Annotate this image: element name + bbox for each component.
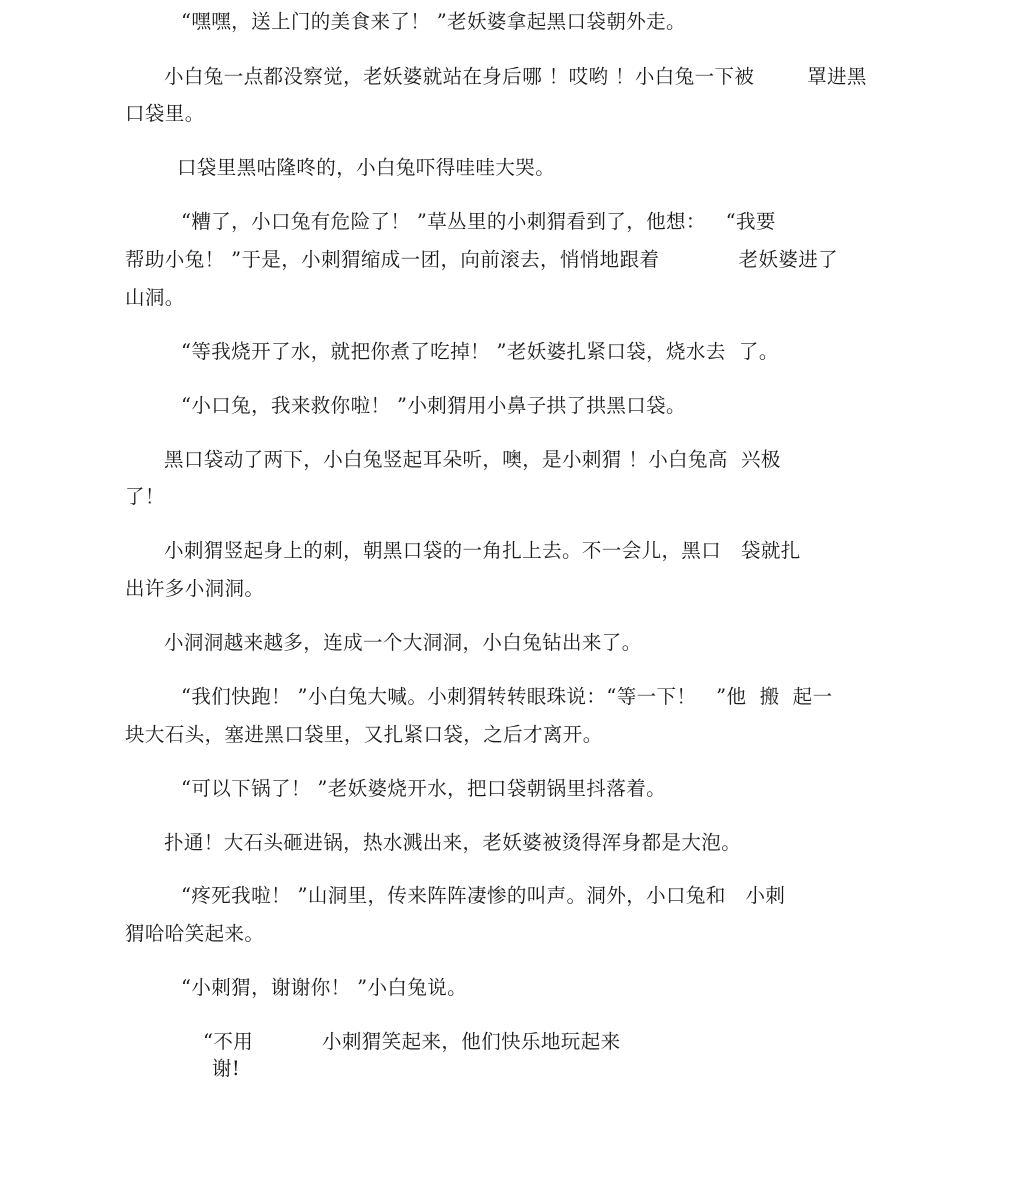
text-line: “小刺猬，谢谢你！ ”小白兔说。 bbox=[181, 976, 468, 999]
text-line: 小刺猬竖起身上的刺，朝黑口袋的一角扎上去。不一会儿，黑口 袋就扎 bbox=[164, 539, 801, 562]
text-line: “糟了，小口兔有危险了！ ”草丛里的小刺猬看到了，他想： “我要 bbox=[181, 210, 776, 233]
text-line: 帮助小兔！ ”于是，小刺猬缩成一团，向前滚去，悄悄地跟着 老妖婆进了 bbox=[125, 248, 839, 271]
text-line: “不用 bbox=[203, 1030, 254, 1053]
text-line: 小洞洞越来越多，连成一个大洞洞，小白兔钻出来了。 bbox=[164, 631, 642, 654]
text-line: 扑通！大石头砸进锅，热水溅出来，老妖婆被烫得浑身都是大泡。 bbox=[164, 831, 742, 854]
text-line: 小刺猬笑起来，他们快乐地玩起来 bbox=[322, 1030, 621, 1053]
text-line: “我们快跑！ ”小白兔大喊。小刺猬转转眼珠说：“等一下！ ”他 搬 起一 bbox=[181, 685, 833, 708]
text-line: 了！ bbox=[125, 485, 165, 508]
text-line: 口袋里。 bbox=[125, 102, 205, 125]
text-line: “疼死我啦！ ”山洞里，传来阵阵凄惨的叫声。洞外，小口兔和 小刺 bbox=[181, 884, 786, 907]
text-line: “等我烧开了水，就把你煮了吃掉！ ”老妖婆扎紧口袋，烧水去 了。 bbox=[181, 340, 779, 363]
text-line: “嘿嘿，送上门的美食来了！ ”老妖婆拿起黑口袋朝外走。 bbox=[181, 10, 686, 33]
text-line: 谢! bbox=[212, 1057, 241, 1080]
text-line: 猬哈哈笑起来。 bbox=[125, 922, 265, 945]
text-line: “可以下锅了！ ”老妖婆烧开水，把口袋朝锅里抖落着。 bbox=[181, 777, 667, 800]
text-line: 出许多小洞洞。 bbox=[125, 577, 265, 600]
text-line: 小白兔一点都没察觉，老妖婆就站在身后哪 ！哎哟 ！小白兔一下被 罩进黑 bbox=[164, 65, 867, 88]
text-line: 块大石头，塞进黑口袋里，又扎紧口袋，之后才离开。 bbox=[125, 723, 603, 746]
text-line: “小口兔，我来救你啦！ ”小刺猬用小鼻子拱了拱黑口袋。 bbox=[181, 394, 686, 417]
text-line: 口袋里黑咕隆咚的，小白兔吓得哇哇大哭。 bbox=[177, 156, 556, 179]
text-line: 山洞。 bbox=[125, 286, 185, 309]
text-line: 黑口袋动了两下，小白兔竖起耳朵听，噢，是小刺猬 ！小白兔高 兴极 bbox=[164, 448, 781, 471]
